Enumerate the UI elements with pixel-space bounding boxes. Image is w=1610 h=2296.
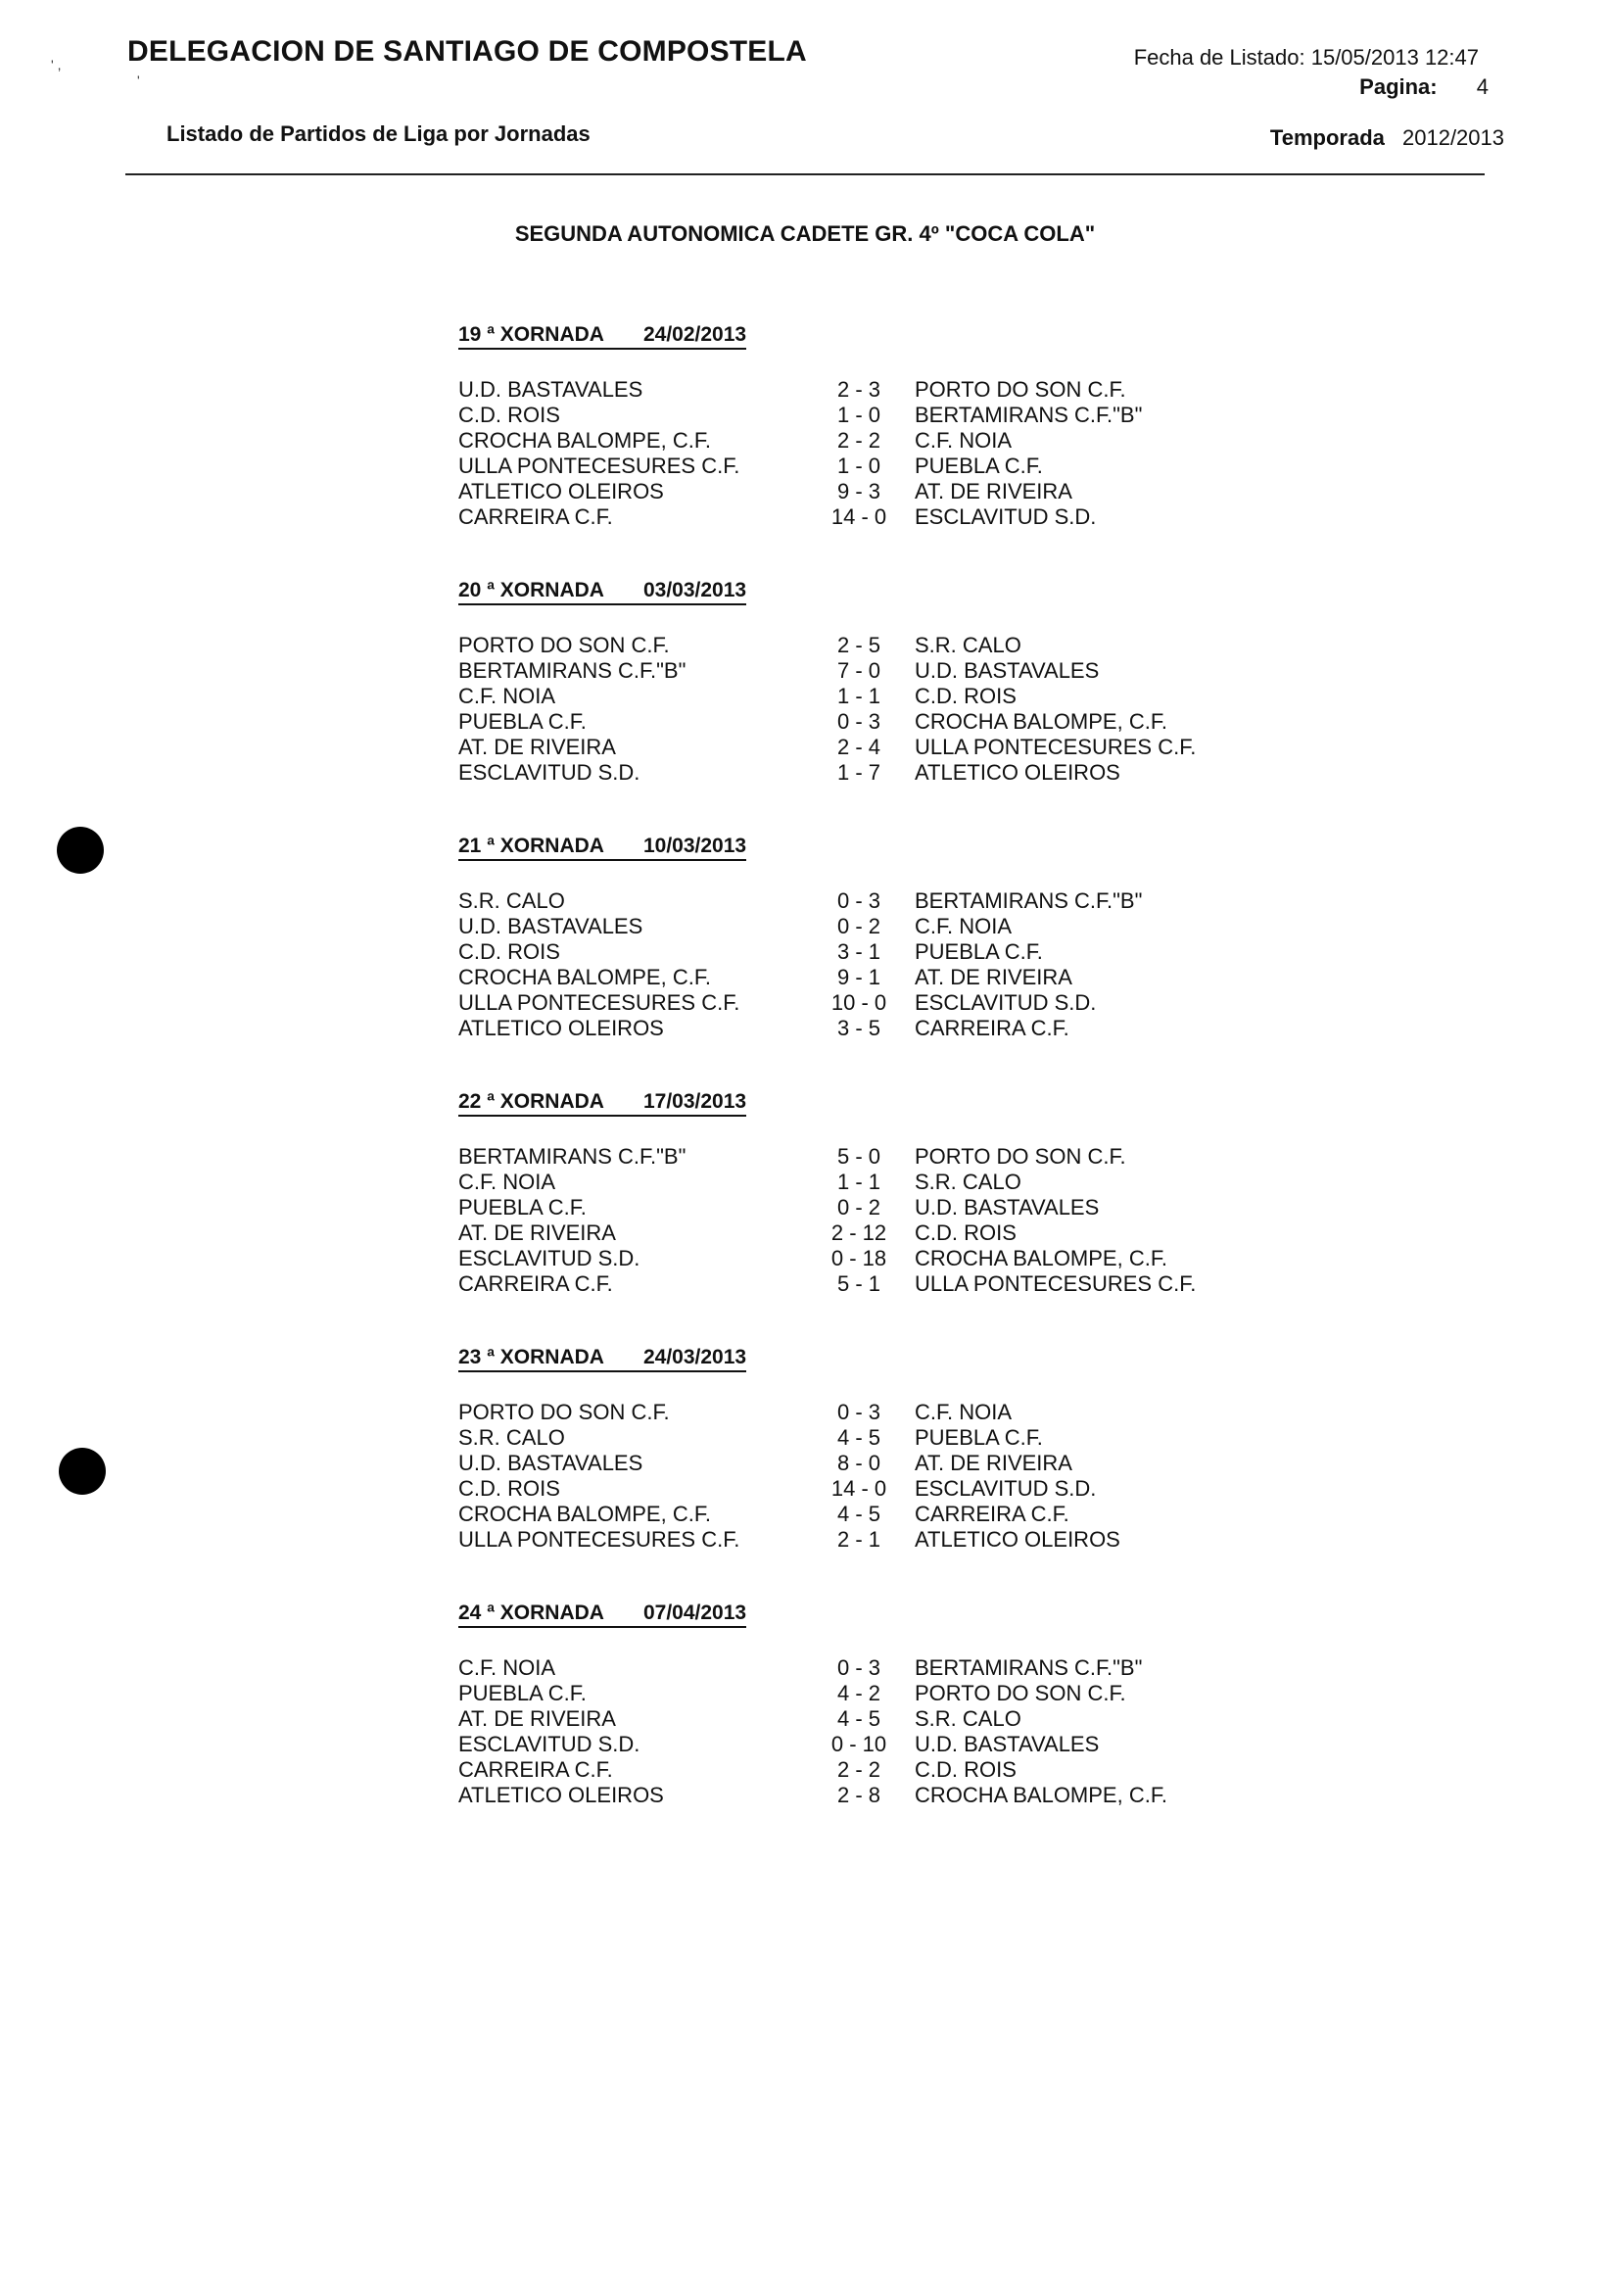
match-score: 1 - 1: [836, 1170, 881, 1194]
away-team: CROCHA BALOMPE, C.F.: [915, 709, 1167, 734]
home-team: BERTAMIRANS C.F."B": [458, 658, 687, 683]
match-row: [458, 1757, 1203, 1783]
home-team: CARREIRA C.F.: [458, 1757, 613, 1782]
match-row: [458, 684, 1203, 709]
jornada-block: [458, 579, 1203, 786]
jornada-date: 07/04/2013: [642, 1602, 747, 1624]
match-score: 1 - 0: [836, 403, 881, 427]
match-row: [458, 428, 1203, 454]
home-team: ULLA PONTECESURES C.F.: [458, 990, 740, 1015]
jornada-block: [458, 323, 1203, 530]
organization-title: DELEGACION DE SANTIAGO DE COMPOSTELA: [127, 35, 807, 68]
jornada-block: [458, 1090, 1203, 1297]
competition-title: SEGUNDA AUTONOMICA CADETE GR. 4º "COCA COLA": [514, 221, 1096, 246]
match-score: 4 - 2: [836, 1681, 881, 1705]
away-team: C.D. ROIS: [915, 684, 1017, 708]
match-row: [458, 658, 1203, 684]
match-row: [458, 1451, 1203, 1476]
match-score: 2 - 1: [836, 1527, 881, 1552]
match-row: [458, 888, 1203, 914]
jornada-title: 20 ª XORNADA: [458, 579, 604, 601]
match-row: [458, 1527, 1203, 1553]
match-score: 0 - 18: [830, 1246, 887, 1270]
home-team: C.F. NOIA: [458, 684, 556, 708]
match-list: [458, 377, 1203, 530]
jornada-header: [458, 1090, 746, 1117]
match-score: 4 - 5: [836, 1502, 881, 1526]
match-score: 5 - 1: [836, 1271, 881, 1296]
home-team: AT. DE RIVEIRA: [458, 1706, 616, 1731]
jornada-header: [458, 579, 746, 605]
listing-date: [1134, 45, 1479, 71]
home-team: CROCHA BALOMPE, C.F.: [458, 1502, 711, 1526]
scan-speck: ': [137, 72, 140, 88]
away-team: PUEBLA C.F.: [915, 939, 1043, 964]
away-team: ESCLAVITUD S.D.: [915, 990, 1097, 1015]
match-list: [458, 633, 1203, 786]
home-team: C.D. ROIS: [458, 939, 560, 964]
match-score: 14 - 0: [830, 1476, 887, 1501]
away-team: PUEBLA C.F.: [915, 454, 1043, 478]
season: [1270, 125, 1504, 151]
match-list: [458, 1144, 1203, 1297]
away-team: CARREIRA C.F.: [915, 1502, 1069, 1526]
match-row: [458, 1425, 1203, 1451]
match-score: 1 - 7: [836, 760, 881, 785]
jornada-title: 21 ª XORNADA: [458, 835, 604, 857]
match-row: [458, 403, 1203, 428]
match-row: [458, 1783, 1203, 1808]
page-number: [1359, 74, 1489, 100]
home-team: C.D. ROIS: [458, 403, 560, 427]
away-team: ESCLAVITUD S.D.: [915, 1476, 1097, 1501]
home-team: S.R. CALO: [458, 1425, 565, 1450]
jornada-block: [458, 835, 1203, 1041]
home-team: ULLA PONTECESURES C.F.: [458, 454, 740, 478]
home-team: ESCLAVITUD S.D.: [458, 1246, 640, 1270]
match-row: [458, 454, 1203, 479]
match-row: [458, 633, 1203, 658]
home-team: U.D. BASTAVALES: [458, 914, 643, 938]
home-team: PORTO DO SON C.F.: [458, 633, 670, 657]
away-team: CARREIRA C.F.: [915, 1016, 1069, 1040]
match-score: 2 - 2: [836, 428, 881, 453]
match-score: 3 - 1: [836, 939, 881, 964]
match-row: [458, 1681, 1203, 1706]
match-row: [458, 760, 1203, 786]
home-team: PUEBLA C.F.: [458, 709, 587, 734]
away-team: PORTO DO SON C.F.: [915, 1681, 1126, 1705]
home-team: ESCLAVITUD S.D.: [458, 760, 640, 785]
report-title: Listado de Partidos de Liga por Jornadas: [166, 121, 591, 146]
match-row: [458, 504, 1203, 530]
match-score: 0 - 3: [836, 709, 881, 734]
match-score: 7 - 0: [836, 658, 881, 683]
match-score: 2 - 8: [836, 1783, 881, 1807]
match-row: [458, 709, 1203, 735]
match-score: 9 - 3: [836, 479, 881, 503]
match-row: [458, 1655, 1203, 1681]
away-team: C.D. ROIS: [915, 1220, 1017, 1245]
home-team: CARREIRA C.F.: [458, 1271, 613, 1296]
jornada-title: 23 ª XORNADA: [458, 1346, 604, 1368]
home-team: PORTO DO SON C.F.: [458, 1400, 670, 1424]
match-score: 0 - 10: [830, 1732, 887, 1756]
match-score: 1 - 1: [836, 684, 881, 708]
header-divider: [125, 173, 1485, 175]
match-score: 0 - 2: [836, 1195, 881, 1220]
page-number-label: Pagina:: [1359, 74, 1438, 99]
jornada-date: 10/03/2013: [642, 835, 747, 857]
match-row: [458, 914, 1203, 939]
away-team: PORTO DO SON C.F.: [915, 1144, 1126, 1169]
match-score: 2 - 4: [836, 735, 881, 759]
away-team: PUEBLA C.F.: [915, 1425, 1043, 1450]
jornada-title: 19 ª XORNADA: [458, 323, 604, 346]
match-row: [458, 939, 1203, 965]
match-row: [458, 1144, 1203, 1170]
jornada-date: 17/03/2013: [642, 1090, 747, 1113]
away-team: AT. DE RIVEIRA: [915, 479, 1072, 503]
home-team: AT. DE RIVEIRA: [458, 735, 616, 759]
season-value: 2012/2013: [1402, 125, 1504, 150]
jornada-date: 24/02/2013: [642, 323, 747, 346]
match-score: 2 - 5: [836, 633, 881, 657]
home-team: ULLA PONTECESURES C.F.: [458, 1527, 740, 1552]
match-score: 10 - 0: [830, 990, 887, 1015]
home-team: CARREIRA C.F.: [458, 504, 613, 529]
home-team: ATLETICO OLEIROS: [458, 479, 664, 503]
match-list: [458, 888, 1203, 1041]
home-team: PUEBLA C.F.: [458, 1195, 587, 1220]
away-team: S.R. CALO: [915, 1170, 1021, 1194]
away-team: AT. DE RIVEIRA: [915, 1451, 1072, 1475]
jornada-title: 22 ª XORNADA: [458, 1090, 604, 1113]
away-team: ATLETICO OLEIROS: [915, 1527, 1120, 1552]
away-team: ATLETICO OLEIROS: [915, 760, 1120, 785]
away-team: PORTO DO SON C.F.: [915, 377, 1126, 402]
home-team: BERTAMIRANS C.F."B": [458, 1144, 687, 1169]
jornada-block: [458, 1346, 1203, 1553]
away-team: U.D. BASTAVALES: [915, 658, 1100, 683]
match-row: [458, 1400, 1203, 1425]
jornada-header: [458, 1602, 746, 1628]
away-team: BERTAMIRANS C.F."B": [915, 888, 1143, 913]
match-score: 0 - 3: [836, 1400, 881, 1424]
match-row: [458, 1170, 1203, 1195]
match-row: [458, 377, 1203, 403]
home-team: CROCHA BALOMPE, C.F.: [458, 965, 711, 989]
away-team: ULLA PONTECESURES C.F.: [915, 1271, 1197, 1296]
match-row: [458, 1246, 1203, 1271]
home-team: U.D. BASTAVALES: [458, 1451, 643, 1475]
match-row: [458, 1195, 1203, 1220]
away-team: ESCLAVITUD S.D.: [915, 504, 1097, 529]
match-row: [458, 1502, 1203, 1527]
match-score: 9 - 1: [836, 965, 881, 989]
away-team: BERTAMIRANS C.F."B": [915, 1655, 1143, 1680]
match-row: [458, 735, 1203, 760]
season-label: Temporada: [1269, 125, 1385, 150]
jornada-block: [458, 1602, 1203, 1808]
home-team: PUEBLA C.F.: [458, 1681, 587, 1705]
match-score: 1 - 0: [836, 454, 881, 478]
page-number-value: 4: [1476, 74, 1489, 99]
listing-date-value: 15/05/2013 12:47: [1310, 45, 1479, 70]
away-team: BERTAMIRANS C.F."B": [915, 403, 1143, 427]
match-score: 4 - 5: [836, 1706, 881, 1731]
away-team: C.F. NOIA: [915, 428, 1013, 453]
match-row: [458, 1732, 1203, 1757]
away-team: CROCHA BALOMPE, C.F.: [915, 1783, 1167, 1807]
match-score: 2 - 2: [836, 1757, 881, 1782]
away-team: AT. DE RIVEIRA: [915, 965, 1072, 989]
match-score: 5 - 0: [836, 1144, 881, 1169]
match-score: 0 - 3: [836, 888, 881, 913]
match-row: [458, 1220, 1203, 1246]
match-row: [458, 1706, 1203, 1732]
jornada-header: [458, 1346, 746, 1372]
home-team: ATLETICO OLEIROS: [458, 1016, 664, 1040]
home-team: ESCLAVITUD S.D.: [458, 1732, 640, 1756]
away-team: S.R. CALO: [915, 1706, 1021, 1731]
match-score: 2 - 3: [836, 377, 881, 402]
jornada-header: [458, 323, 746, 350]
match-row: [458, 479, 1203, 504]
home-team: C.F. NOIA: [458, 1170, 556, 1194]
home-team: S.R. CALO: [458, 888, 565, 913]
home-team: U.D. BASTAVALES: [458, 377, 643, 402]
match-score: 4 - 5: [836, 1425, 881, 1450]
home-team: C.D. ROIS: [458, 1476, 560, 1501]
jornada-date: 24/03/2013: [642, 1346, 747, 1368]
match-score: 0 - 3: [836, 1655, 881, 1680]
punch-hole: [59, 1448, 106, 1495]
away-team: ULLA PONTECESURES C.F.: [915, 735, 1197, 759]
home-team: AT. DE RIVEIRA: [458, 1220, 616, 1245]
away-team: C.D. ROIS: [915, 1757, 1017, 1782]
match-list: [458, 1400, 1203, 1553]
away-team: U.D. BASTAVALES: [915, 1732, 1100, 1756]
match-row: [458, 1271, 1203, 1297]
away-team: U.D. BASTAVALES: [915, 1195, 1100, 1220]
away-team: CROCHA BALOMPE, C.F.: [915, 1246, 1167, 1270]
match-score: 3 - 5: [836, 1016, 881, 1040]
away-team: S.R. CALO: [915, 633, 1021, 657]
home-team: CROCHA BALOMPE, C.F.: [458, 428, 711, 453]
jornada-header: [458, 835, 746, 861]
punch-hole: [57, 827, 104, 874]
match-row: [458, 965, 1203, 990]
home-team: ATLETICO OLEIROS: [458, 1783, 664, 1807]
jornada-date: 03/03/2013: [642, 579, 747, 601]
match-score: 14 - 0: [830, 504, 887, 529]
match-score: 2 - 12: [830, 1220, 887, 1245]
match-row: [458, 1016, 1203, 1041]
match-score: 0 - 2: [836, 914, 881, 938]
match-row: [458, 1476, 1203, 1502]
away-team: C.F. NOIA: [915, 914, 1013, 938]
listing-date-label: Fecha de Listado:: [1133, 45, 1305, 70]
jornada-title: 24 ª XORNADA: [458, 1602, 604, 1624]
match-row: [458, 990, 1203, 1016]
match-score: 8 - 0: [836, 1451, 881, 1475]
away-team: C.F. NOIA: [915, 1400, 1013, 1424]
home-team: C.F. NOIA: [458, 1655, 556, 1680]
match-list: [458, 1655, 1203, 1808]
scan-speck: ' ,: [51, 57, 62, 72]
